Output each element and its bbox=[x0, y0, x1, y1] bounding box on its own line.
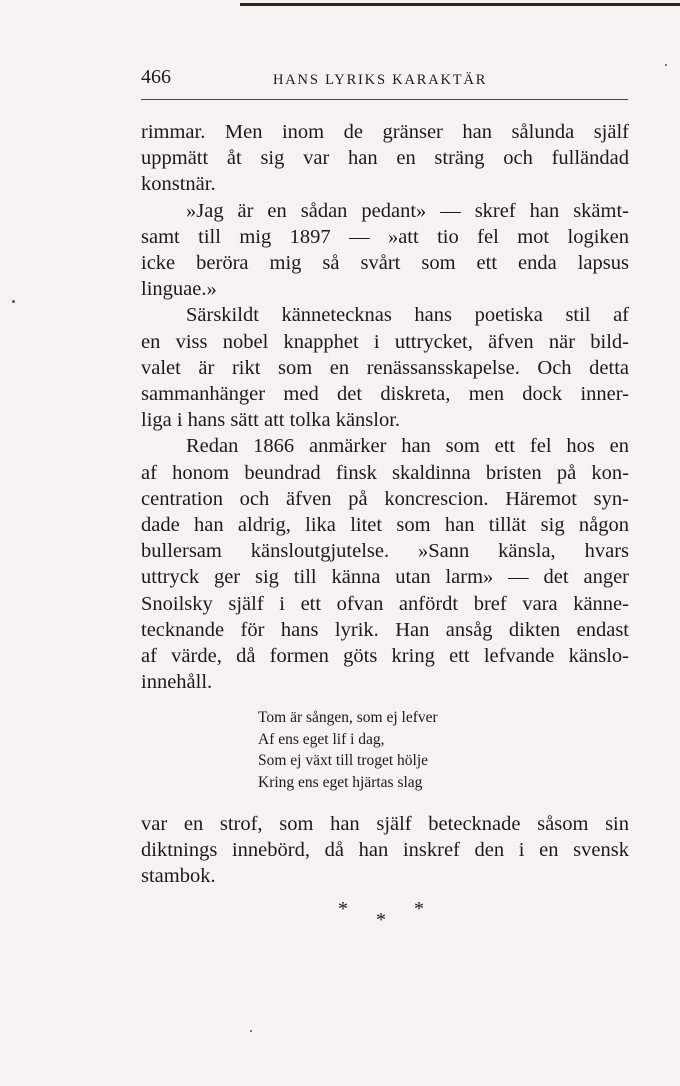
poem-line: Kring ens eget hjärtas slag bbox=[258, 773, 423, 791]
body-text bbox=[141, 119, 629, 695]
asterisk-icon: * bbox=[414, 898, 424, 920]
closing-text bbox=[141, 811, 629, 890]
top-edge-rule bbox=[240, 3, 680, 6]
body-line: sammanhänger med det diskreta, men dock inner- bbox=[141, 383, 629, 406]
body-line: tecknande för hans lyrik. Han ansåg dikten endast bbox=[141, 618, 629, 641]
running-title: HANS LYRIKS KARAKTÄR bbox=[273, 72, 488, 88]
body-line: uttryck ger sig till känna utan larm» — det anger bbox=[141, 566, 629, 589]
poem-quote bbox=[258, 707, 438, 793]
paper-speck bbox=[250, 1030, 252, 1032]
poem-line: Af ens eget lif i dag, bbox=[258, 730, 385, 748]
closing-line: stambok. bbox=[141, 865, 216, 888]
body-line: uppmätt åt sig var han en sträng och fulländad bbox=[141, 147, 629, 170]
body-line: af honom beundrad finsk skaldinna bristen på kon- bbox=[141, 461, 629, 484]
paper-speck bbox=[665, 64, 667, 66]
closing-line: diktnings innebörd, då han inskref den i en svensk bbox=[141, 839, 629, 862]
page-header bbox=[141, 66, 628, 102]
body-line: Snoilsky själf i ett ofvan anfördt bref vara känne- bbox=[141, 592, 629, 615]
body-line: en viss nobel knapphet i uttrycket, äfven när bild- bbox=[141, 330, 629, 353]
section-break-asterisks bbox=[330, 898, 440, 938]
body-line: rimmar. Men inom de gränser han sålunda själf bbox=[141, 121, 629, 143]
page-number: 466 bbox=[141, 66, 171, 88]
body-line: valet är rikt som en renässansskapelse. Och detta bbox=[141, 356, 629, 379]
body-line: »Jag är en sådan pedant» — skref han skämt- bbox=[186, 199, 629, 222]
body-line: af värde, då formen göts kring ett lefvande känslo- bbox=[141, 645, 629, 668]
asterisk-icon: * bbox=[338, 898, 348, 920]
body-line: innehåll. bbox=[141, 671, 213, 694]
body-line: samt till mig 1897 — »att tio fel mot logiken bbox=[141, 225, 629, 248]
closing-line: var en strof, som han själf betecknade såsom sin bbox=[141, 813, 629, 835]
poem-line: Tom är sången, som ej lefver bbox=[258, 709, 438, 726]
body-line: konstnär. bbox=[141, 173, 216, 196]
poem-line: Som ej växt till troget hölje bbox=[258, 752, 429, 769]
paper-speck bbox=[12, 300, 15, 303]
body-line: liga i hans sätt att tolka känslor. bbox=[141, 409, 401, 432]
body-line: icke beröra mig så svårt som ett enda lapsus bbox=[141, 252, 629, 275]
body-line: Redan 1866 anmärker han som ett fel hos en bbox=[186, 435, 629, 458]
body-line: dade han aldrig, lika litet som han tillät sig någon bbox=[141, 514, 629, 537]
asterisk-icon: * bbox=[376, 909, 386, 931]
body-line: centration och äfven på koncrescion. Häremot syn- bbox=[141, 487, 629, 510]
body-line: bullersam känsloutgjutelse. »Sann känsla, hvars bbox=[141, 540, 629, 563]
body-line: linguae.» bbox=[141, 278, 217, 301]
header-rule bbox=[141, 99, 628, 100]
body-line: Särskildt kännetecknas hans poetiska stil af bbox=[186, 304, 629, 327]
